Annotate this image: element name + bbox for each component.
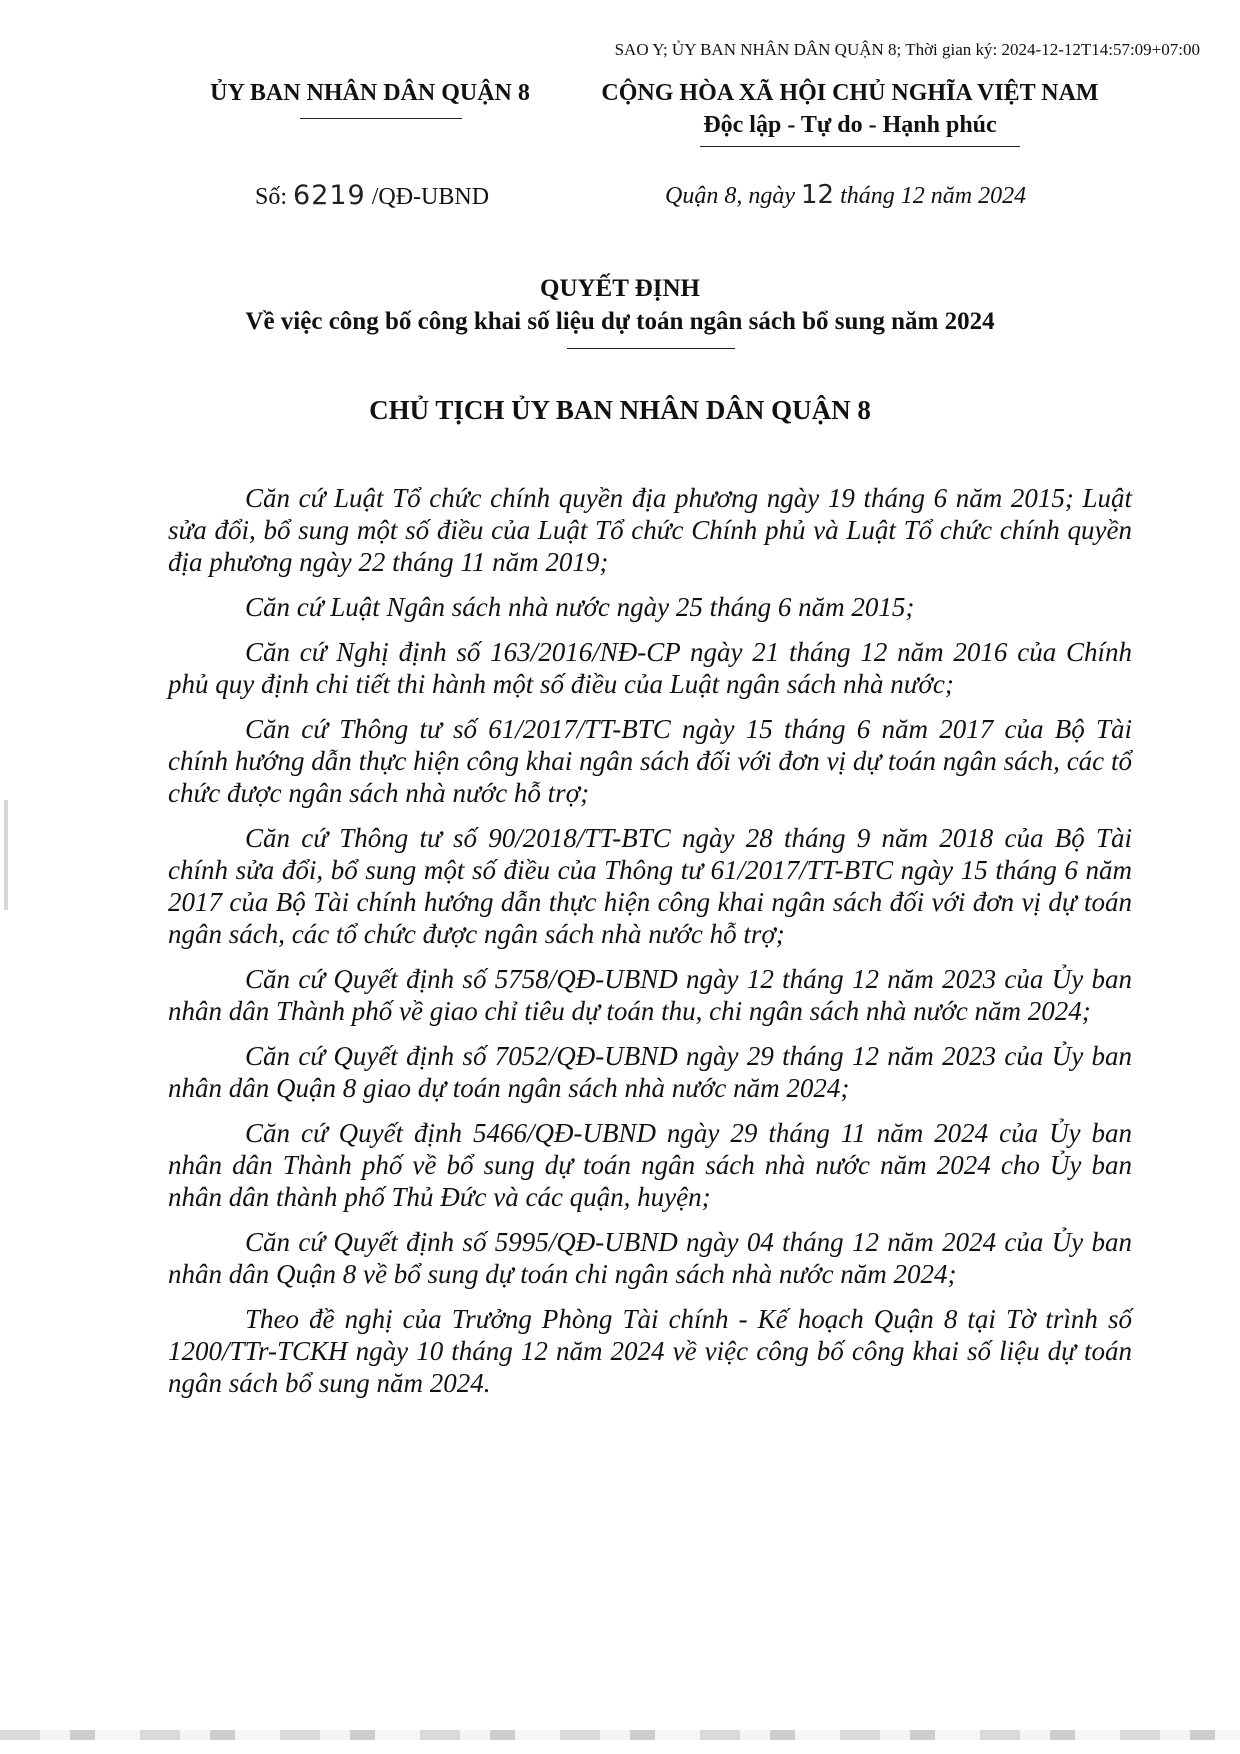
national-title: CỘNG HÒA XÃ HỘI CHỦ NGHĨA VIỆT NAM [601, 80, 1099, 106]
document-body [168, 482, 1132, 1412]
legal-basis-paragraph: Căn cứ Thông tư số 90/2018/TT-BTC ngày 28 tháng 9 năm 2018 của Bộ Tài chính sửa đổi, bổ sung một số điều của Thông tư 61/2017/TT-BTC ngày 15 tháng 6 năm 2017 của Bộ Tài chính hướng dẫn thực hiện công khai ngân sách đối với đơn vị dự toán ngân sách, các tổ chức được ngân sách nhà nước hỗ trợ; [168, 823, 1132, 949]
national-motto: Độc lập - Tự do - Hạnh phúc [703, 112, 997, 138]
number-suffix: /QĐ-UBND [371, 184, 490, 210]
number-prefix: Số: [255, 184, 288, 210]
date-suffix: tháng 12 năm 2024 [840, 183, 1027, 209]
legal-basis-paragraph: Căn cứ Thông tư số 61/2017/TT-BTC ngày 15 tháng 6 năm 2017 của Bộ Tài chính hướng dẫn thực hiện công khai ngân sách đối với đơn vị dự toán ngân sách, các tổ chức được ngân sách nhà nước hỗ trợ; [168, 714, 1132, 808]
place-and-date [665, 180, 1026, 210]
legal-basis-paragraph: Căn cứ Quyết định 5466/QĐ-UBND ngày 29 tháng 11 năm 2024 của Ủy ban nhân dân Thành phố về bổ sung dự toán ngân sách nhà nước năm 2024 cho Ủy ban nhân dân thành phố Thủ Đức và các quận, huyện; [168, 1118, 1132, 1212]
document-type-title: QUYẾT ĐỊNH [540, 275, 700, 302]
date-prefix: Quận 8, ngày [665, 183, 795, 209]
legal-basis-paragraph: Căn cứ Quyết định số 5995/QĐ-UBND ngày 04 tháng 12 năm 2024 của Ủy ban nhân dân Quận 8 về bổ sung dự toán chi ngân sách nhà nước năm 2024; [168, 1227, 1132, 1289]
legal-basis-paragraph: Căn cứ Quyết định số 5758/QĐ-UBND ngày 12 tháng 12 năm 2023 của Ủy ban nhân dân Thành phố về giao chỉ tiêu dự toán thu, chi ngân sách nhà nước năm 2024; [168, 964, 1132, 1026]
legal-basis-paragraph: Căn cứ Luật Tổ chức chính quyền địa phương ngày 19 tháng 6 năm 2015; Luật sửa đổi, bổ sung một số điều của Luật Tổ chức Chính phủ và Luật Tổ chức chính quyền địa phương ngày 22 tháng 11 năm 2019; [168, 483, 1132, 577]
scan-artifact-left [4, 800, 8, 910]
issuing-organization: ỦY BAN NHÂN DÂN QUẬN 8 [210, 80, 530, 106]
legal-basis-paragraph: Căn cứ Nghị định số 163/2016/NĐ-CP ngày 21 tháng 12 năm 2016 của Chính phủ quy định chi tiết thi hành một số điều của Luật ngân sách nhà nước; [168, 637, 1132, 699]
organization-underline [300, 118, 462, 119]
scan-artifact-bottom [0, 1730, 1240, 1740]
digital-signature-stamp: SAO Y; ỦY BAN NHÂN DÂN QUẬN 8; Thời gian ký: 2024-12-12T14:57:09+07:00 [614, 40, 1200, 59]
proposal-paragraph: Theo đề nghị của Trưởng Phòng Tài chính - Kế hoạch Quận 8 tại Tờ trình số 1200/TTr-TCKH ngày 10 tháng 12 năm 2024 về việc công bố công khai số liệu dự toán ngân sách bổ sung năm 2024. [168, 1304, 1132, 1398]
handwritten-number: 6219 [293, 180, 366, 211]
document-subject: Về việc công bố công khai số liệu dự toán ngân sách bổ sung năm 2024 [245, 308, 995, 335]
legal-basis-paragraph: Căn cứ Luật Ngân sách nhà nước ngày 25 tháng 6 năm 2015; [245, 592, 915, 622]
legal-basis-paragraph: Căn cứ Quyết định số 7052/QĐ-UBND ngày 29 tháng 12 năm 2023 của Ủy ban nhân dân Quận 8 giao dự toán ngân sách nhà nước năm 2024; [168, 1041, 1132, 1103]
document-number [255, 180, 489, 211]
handwritten-day: 12 [800, 180, 835, 210]
subject-underline [567, 348, 735, 349]
issuing-authority: CHỦ TỊCH ỦY BAN NHÂN DÂN QUẬN 8 [369, 395, 871, 425]
motto-underline [700, 146, 1020, 147]
